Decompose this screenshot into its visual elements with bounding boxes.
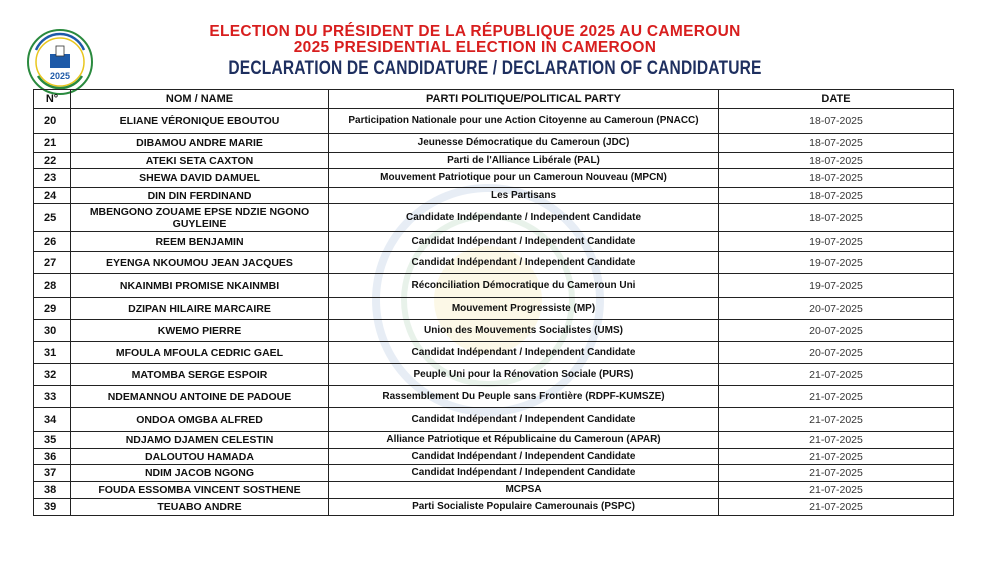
declaration-date: 20-07-2025 [719, 298, 954, 320]
candidate-name: ELIANE VÉRONIQUE EBOUTOU [71, 109, 329, 134]
candidate-number: 38 [34, 482, 71, 499]
candidate-name: NDEMANNOU ANTOINE DE PADOUE [71, 386, 329, 408]
candidate-name: NDIM JACOB NGONG [71, 465, 329, 482]
table-row [34, 482, 954, 499]
table-row [34, 432, 954, 449]
declaration-date: 20-07-2025 [719, 342, 954, 364]
declaration-date: 21-07-2025 [719, 465, 954, 482]
political-party: Candidat Indépendant / Independent Candidate [329, 342, 719, 364]
candidate-name: DALOUTOU HAMADA [71, 449, 329, 465]
candidate-name: DIBAMOU ANDRE MARIE [71, 134, 329, 153]
political-party: Mouvement Patriotique pour un Cameroun Nouveau (MPCN) [329, 169, 719, 188]
candidate-name: TEUABO ANDRE [71, 499, 329, 516]
candidate-number: 35 [34, 432, 71, 449]
table-row [34, 320, 954, 342]
table-row [34, 252, 954, 274]
candidate-number: 33 [34, 386, 71, 408]
title-french: ELECTION DU PRÉSIDENT DE LA RÉPUBLIQUE 2025 AU CAMEROUN [209, 23, 741, 40]
declaration-date: 21-07-2025 [719, 449, 954, 465]
logo-year: 2025 [49, 71, 71, 81]
political-party: Candidat Indépendant / Independent Candidate [329, 408, 719, 432]
declaration-date: 21-07-2025 [719, 432, 954, 449]
candidate-number: 39 [34, 499, 71, 516]
political-party: Rassemblement Du Peuple sans Frontière (RDPF-KUMSZE) [329, 386, 719, 408]
candidate-number: 32 [34, 364, 71, 386]
political-party: Alliance Patriotique et Républicaine du Cameroun (APAR) [329, 432, 719, 449]
candidate-name: SHEWA DAVID DAMUEL [71, 169, 329, 188]
candidate-name: KWEMO PIERRE [71, 320, 329, 342]
declaration-date: 19-07-2025 [719, 232, 954, 252]
political-party: Candidat Indépendant / Independent Candidate [329, 232, 719, 252]
table-row [34, 109, 954, 134]
declaration-date: 18-07-2025 [719, 153, 954, 169]
candidate-number: 29 [34, 298, 71, 320]
page-subtitle: DECLARATION DE CANDIDATURE / DECLARATION OF CANDIDATURE [228, 58, 762, 79]
table-row [34, 386, 954, 408]
declaration-date: 18-07-2025 [719, 109, 954, 134]
political-party: Réconciliation Démocratique du Cameroun Uni [329, 274, 719, 298]
table-row [34, 499, 954, 516]
declaration-date: 21-07-2025 [719, 386, 954, 408]
candidate-number: 20 [34, 109, 71, 134]
candidate-number: 30 [34, 320, 71, 342]
table-row [34, 465, 954, 482]
political-party: Mouvement Progressiste (MP) [329, 298, 719, 320]
declaration-date: 21-07-2025 [719, 408, 954, 432]
table-row [34, 364, 954, 386]
candidate-number: 25 [34, 204, 71, 232]
table-row [34, 274, 954, 298]
candidate-number: 37 [34, 465, 71, 482]
candidate-number: 23 [34, 169, 71, 188]
candidate-name: DZIPAN HILAIRE MARCAIRE [71, 298, 329, 320]
candidate-name: ONDOA OMGBA ALFRED [71, 408, 329, 432]
declaration-date: 21-07-2025 [719, 364, 954, 386]
candidate-number: 27 [34, 252, 71, 274]
political-party: Candidat Indépendant / Independent Candidate [329, 449, 719, 465]
political-party: MCPSA [329, 482, 719, 499]
table-row [34, 153, 954, 169]
candidate-name: NKAINMBI PROMISE NKAINMBI [71, 274, 329, 298]
political-party: Les Partisans [329, 188, 719, 204]
candidate-number: 26 [34, 232, 71, 252]
table-row [34, 408, 954, 432]
declaration-date: 18-07-2025 [719, 188, 954, 204]
table-header-row [34, 90, 954, 109]
political-party: Participation Nationale pour une Action Citoyenne au Cameroun (PNACC) [329, 109, 719, 134]
candidate-number: 36 [34, 449, 71, 465]
political-party: Candidat Indépendant / Independent Candidate [329, 465, 719, 482]
candidate-name: NDJAMO DJAMEN CELESTIN [71, 432, 329, 449]
table-row [34, 298, 954, 320]
table-row [34, 204, 954, 232]
candidate-name: MBENGONO ZOUAME EPSE NDZIE NGONO GUYLEINE [71, 204, 329, 232]
candidate-name: MFOULA MFOULA CEDRIC GAEL [71, 342, 329, 364]
candidate-name: EYENGA NKOUMOU JEAN JACQUES [71, 252, 329, 274]
column-header-number: N° [34, 90, 71, 109]
candidate-number: 22 [34, 153, 71, 169]
candidate-name: ATEKI SETA CAXTON [71, 153, 329, 169]
political-party: Parti de l'Alliance Libérale (PAL) [329, 153, 719, 169]
political-party: Parti Socialiste Populaire Camerounais (PSPC) [329, 499, 719, 516]
declaration-date: 21-07-2025 [719, 499, 954, 516]
declaration-date: 18-07-2025 [719, 169, 954, 188]
table-row [34, 342, 954, 364]
table-row [34, 134, 954, 153]
column-header-date: DATE [719, 90, 954, 109]
declaration-date: 18-07-2025 [719, 134, 954, 153]
title-english: 2025 PRESIDENTIAL ELECTION IN CAMEROON [293, 39, 657, 56]
political-party: Peuple Uni pour la Rénovation Sociale (PURS) [329, 364, 719, 386]
candidate-number: 31 [34, 342, 71, 364]
election-logo [26, 28, 94, 96]
candidate-name: DIN DIN FERDINAND [71, 188, 329, 204]
candidate-name: REEM BENJAMIN [71, 232, 329, 252]
declaration-date: 21-07-2025 [719, 482, 954, 499]
political-party: Jeunesse Démocratique du Cameroun (JDC) [329, 134, 719, 153]
political-party: Candidat Indépendant / Independent Candidate [329, 252, 719, 274]
candidates-table [33, 89, 954, 516]
candidate-name: MATOMBA SERGE ESPOIR [71, 364, 329, 386]
table-row [34, 232, 954, 252]
column-header-name: NOM / NAME [71, 90, 329, 109]
table-row [34, 188, 954, 204]
candidate-number: 34 [34, 408, 71, 432]
declaration-date: 19-07-2025 [719, 252, 954, 274]
declaration-date: 19-07-2025 [719, 274, 954, 298]
political-party: Union des Mouvements Socialistes (UMS) [329, 320, 719, 342]
political-party: Candidate Indépendante / Independent Candidate [329, 204, 719, 232]
candidate-number: 28 [34, 274, 71, 298]
declaration-date: 20-07-2025 [719, 320, 954, 342]
column-header-party: PARTI POLITIQUE/POLITICAL PARTY [329, 90, 719, 109]
candidate-name: FOUDA ESSOMBA VINCENT SOSTHENE [71, 482, 329, 499]
table-row [34, 449, 954, 465]
table-row [34, 169, 954, 188]
candidate-number: 24 [34, 188, 71, 204]
declaration-date: 18-07-2025 [719, 204, 954, 232]
candidate-number: 21 [34, 134, 71, 153]
